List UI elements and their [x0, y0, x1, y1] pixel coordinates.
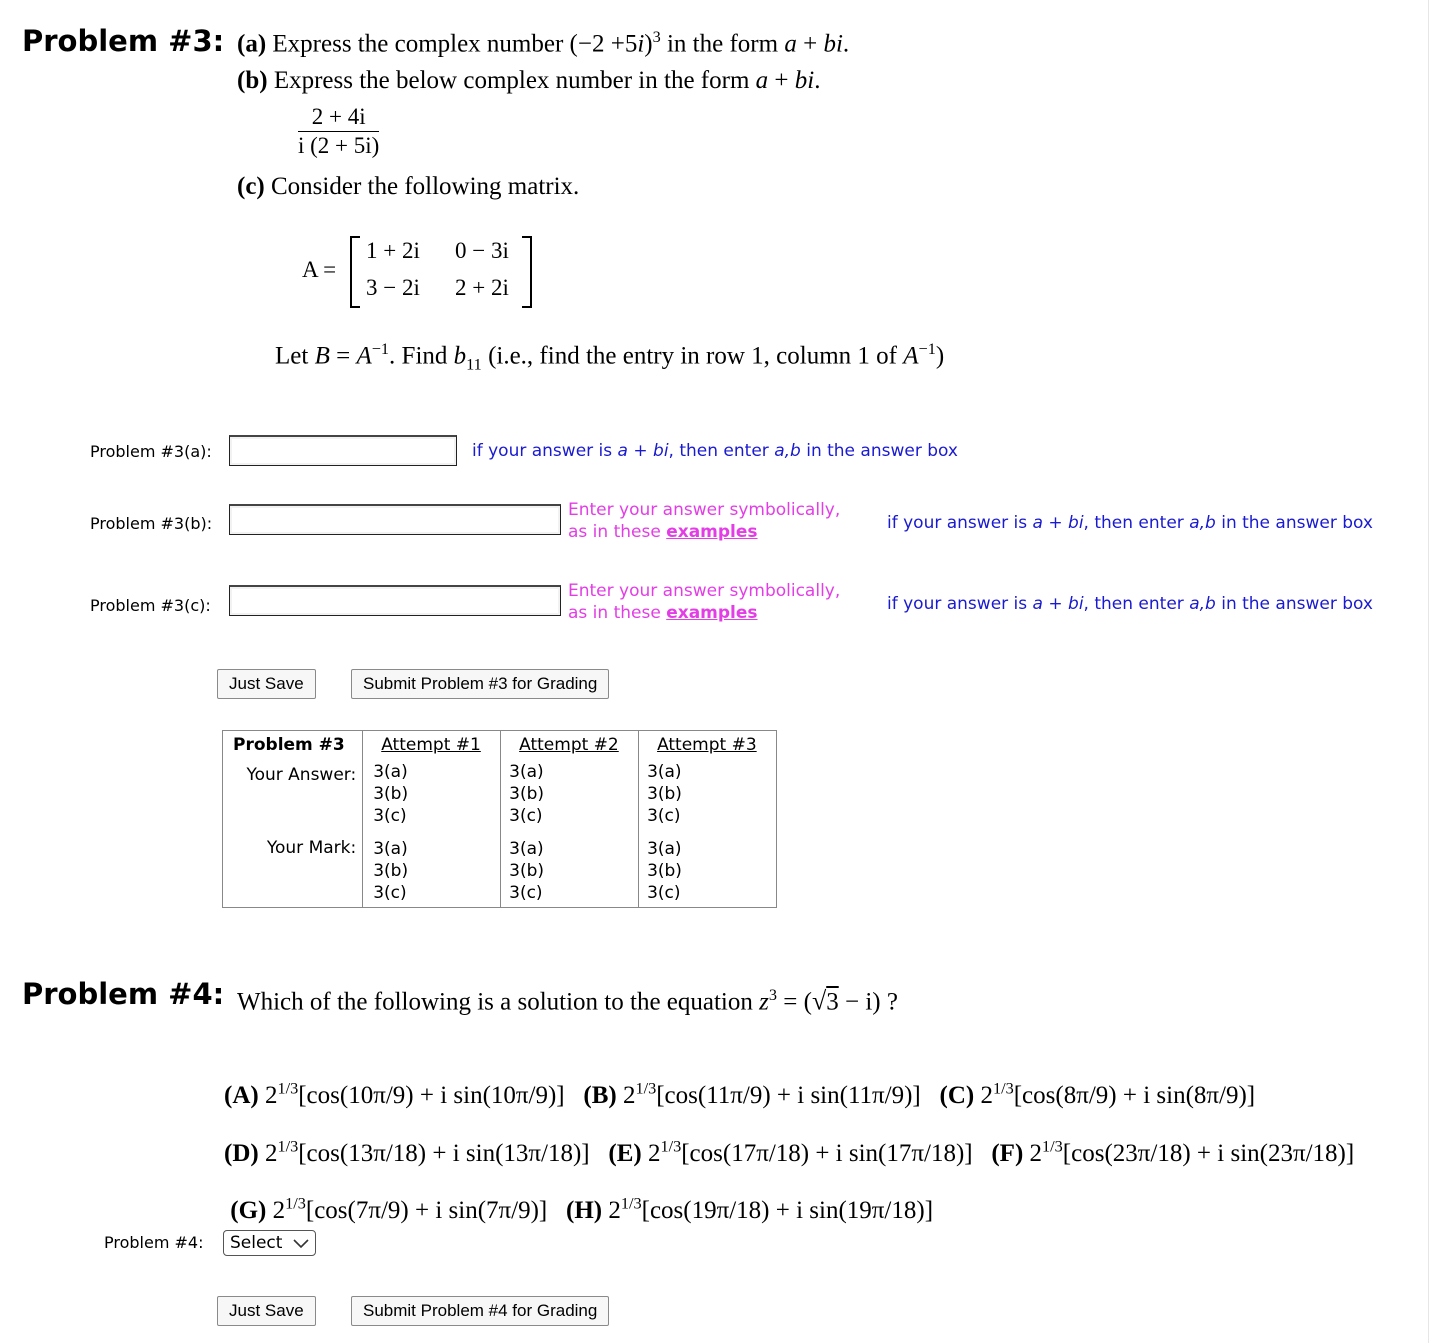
history-mark-attempt-2: 3(a) 3(b) 3(c) — [501, 830, 639, 908]
answer-3c-examples-link[interactable]: examples — [666, 603, 758, 623]
choice-g: (G) $2^{1/3}[\cos(7\pi/9) + i$ sin(7π/9)] — [230, 1194, 548, 1224]
history-attempt-2[interactable]: Attempt #2 — [501, 731, 639, 761]
problem-3-history-table — [222, 730, 777, 908]
problem-3c-find-text: Let $B = A^{-1}$. Find $b_{11}$ (i.e., find the entry in row 1, column 1 of $A^{-1}$) — [275, 340, 945, 374]
matrix-cell-2-2: 2 + 2i — [455, 275, 509, 300]
history-answer-row — [223, 761, 777, 830]
answer-3b-hint: if your answer is a + bi, then enter a,b in the answer box — [887, 513, 1373, 533]
fraction-numerator: 2 + 4i — [298, 103, 379, 132]
problem-4-choices — [224, 1064, 1354, 1236]
problem-4-save-button[interactable]: Just Save — [217, 1296, 316, 1326]
choice-f: (F) $2^{1/3}[\cos(23\pi/18) + i$ sin(23π/18)] — [991, 1137, 1355, 1167]
matrix-cell-2-1: 3 − 2i — [366, 275, 420, 300]
answer-3c-symbolic-hint: Enter your answer symbolically, as in these examples — [568, 581, 841, 623]
problem-4-title: Problem #4: — [22, 977, 225, 1011]
history-mark-attempt-1: 3(a) 3(b) 3(c) — [363, 830, 501, 908]
choice-d: (D) $2^{1/3}[\cos(13\pi/18) + i$ sin(13π/18)] — [224, 1137, 590, 1167]
history-mark-row — [223, 830, 777, 908]
answer-3c-label: Problem #3(c): — [90, 596, 211, 615]
matrix-name: A = — [302, 257, 337, 282]
answer-3c-input[interactable] — [229, 585, 561, 616]
problem-3-save-button[interactable]: Just Save — [217, 669, 316, 699]
problem-3a-question: (a) Express the complex number $(-2 +5i)^3$ in the form a + bi. — [237, 28, 850, 58]
problem-3b-fraction — [298, 103, 379, 160]
history-header-row — [223, 731, 777, 761]
history-attempt-1[interactable]: Attempt #1 — [363, 731, 501, 761]
problem-4-question: Which of the following is a solution to the equation $z^3 = (√3 - i)$ ? — [237, 986, 898, 1016]
answer-3b-input[interactable] — [229, 504, 561, 535]
answer-3b-label: Problem #3(b): — [90, 514, 213, 533]
answer-3b-examples-link[interactable]: examples — [666, 522, 758, 542]
choice-e: (E) $2^{1/3}[\cos(17\pi/18) + i$ sin(17π/18)] — [608, 1137, 973, 1167]
problem-4-submit-button[interactable]: Submit Problem #4 for Grading — [351, 1296, 609, 1326]
history-answer-attempt-3: 3(a) 3(b) 3(c) — [647, 761, 682, 826]
answer-3a-hint: if your answer is a + bi, then enter a,b in the answer box — [472, 441, 958, 461]
choice-a: (A) $2^{1/3}[\cos(10\pi/9) + i$ sin(10π/9)] — [224, 1080, 565, 1110]
history-mark-attempt-3: 3(a) 3(b) 3(c) — [647, 838, 682, 903]
answer-3c-hint: if your answer is a + bi, then enter a,b in the answer box — [887, 594, 1373, 614]
history-header-problem: Problem #3 — [223, 731, 363, 761]
matrix-cell-1-2: 0 − 3i — [455, 238, 509, 263]
history-mark-label: Your Mark: — [223, 830, 363, 908]
problem-3-submit-button[interactable]: Submit Problem #3 for Grading — [351, 669, 609, 699]
choices-row-3 — [224, 1179, 1354, 1236]
fraction-denominator: i (2 + 5i) — [298, 133, 380, 158]
page-right-border — [1428, 0, 1429, 1343]
choice-c: (C) $2^{1/3}[\cos(8\pi/9) + i$ sin(8π/9)] — [939, 1080, 1256, 1110]
history-answer-attempt-2: 3(a) 3(b) 3(c) — [501, 761, 639, 830]
choice-h: (H) $2^{1/3}[\cos(19\pi/18) + i$ sin(19π/18)] — [566, 1194, 934, 1224]
chevron-down-icon — [293, 1239, 309, 1249]
problem-3-title: Problem #3: — [22, 24, 225, 58]
matrix-cell-1-1: 1 + 2i — [366, 238, 420, 263]
answer-4-label: Problem #4: — [104, 1233, 204, 1252]
choice-b: (B) $2^{1/3}[\cos(11\pi/9) + i$ sin(11π/9)] — [583, 1080, 921, 1110]
history-attempt-3[interactable]: Attempt #3 — [657, 735, 757, 755]
answer-3b-symbolic-hint: Enter your answer symbolically, as in these examples — [568, 500, 841, 542]
problem-3b-question: (b) Express the below complex number in the form a + bi. — [237, 67, 821, 94]
choices-row-2 — [224, 1121, 1354, 1178]
answer-3a-label: Problem #3(a): — [90, 442, 212, 461]
matrix-left-bracket — [350, 236, 360, 308]
matrix-right-bracket — [522, 236, 532, 308]
problem-3c-question: (c) Consider the following matrix. — [237, 173, 580, 200]
choices-row-1 — [224, 1064, 1354, 1121]
history-answer-attempt-1: 3(a) 3(b) 3(c) — [363, 761, 501, 830]
history-answer-label: Your Answer: — [223, 761, 363, 830]
answer-3a-input[interactable] — [229, 435, 457, 466]
answer-4-select[interactable]: Select — [223, 1230, 316, 1256]
